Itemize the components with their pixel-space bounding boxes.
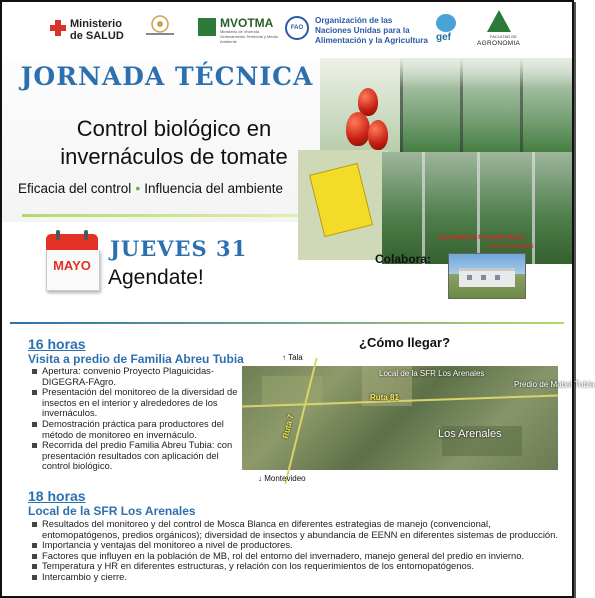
health-cross-icon <box>50 20 66 36</box>
logo-strip <box>2 2 572 58</box>
map-area-label: Los Arenales <box>438 428 502 440</box>
gef-globe-icon <box>436 14 456 32</box>
fao-emblem-icon: FAO <box>285 16 309 40</box>
tagline-separator: • <box>135 180 141 196</box>
list-item: Importancia y ventajas del monitoreo a nivel de productores. <box>30 540 560 551</box>
sfr-building-photo <box>448 253 526 299</box>
map-ruta7-label: Ruta 7 <box>280 413 296 440</box>
list-item: Intercambio y cierre. <box>30 572 560 583</box>
greenhouse-interior-photo <box>382 152 572 264</box>
collab-org-place: Los Arenales <box>488 242 534 250</box>
list-item: Demostración práctica para productores del método de monitoreo en invernáculo. <box>30 419 238 440</box>
green-divider <box>22 214 322 217</box>
agronomia-top: FACULTAD DE <box>490 34 517 39</box>
mvotma-name: MVOTMA <box>220 16 274 30</box>
list-item: Resultados del monitoreo y del control de Mosca Blanca en diferentes estrategias de manejo (convencional, entomopatógenos, predios orgánicos); diversidad de insectos y abundancia de EENN en diferentes sistemas de producción. <box>30 519 560 540</box>
calendar-icon <box>46 234 98 292</box>
mvotma-leaf-icon <box>198 18 216 36</box>
tagline-part2: Influencia del ambiente <box>144 181 284 196</box>
south-label: Montevideo <box>264 474 306 483</box>
list-item: Temperatura y HR en diferentes estructuras, y relación con los requerimientos de los entomopatógenos. <box>30 561 560 572</box>
map-predio-label: Predio de Mabel Tubía <box>514 380 595 389</box>
tagline-part1: Eficacia del control <box>18 181 132 196</box>
list-item: Recorrida del predio Familia Abreu Tubia: con presentación resultados con aplicación del control biológico. <box>30 440 238 472</box>
directions-title: ¿Cómo llegar? <box>359 335 451 350</box>
mvotma-subtitle: Ministerio de Vivienda Ordenamiento Territorial y Medio Ambiente <box>220 29 278 44</box>
ministerio-line2: de SALUD <box>70 30 124 42</box>
session2-place: Local de la SFR Los Arenales <box>28 504 196 518</box>
fao-name: Organización de las Naciones Unidas para la Alimentación y la Agricultura <box>315 16 428 45</box>
sticky-trap-photo <box>298 150 388 260</box>
satellite-map <box>242 366 595 470</box>
agronomia-triangle-icon <box>487 10 511 32</box>
list-item: Presentación del monitoreo de la diversidad de insectos en el interior y alrededores de los invernáculos. <box>30 387 238 419</box>
yellow-trap <box>309 163 373 237</box>
section-divider <box>10 322 564 324</box>
session2-time: 18 horas <box>28 488 86 504</box>
ministerio-line1: Ministerio <box>70 18 122 30</box>
calendar-month: MAYO <box>53 258 91 273</box>
session1-list <box>30 366 238 472</box>
list-item: Apertura: convenio Proyecto Plaguicidas-DIGEGRA-FAgro. <box>30 366 238 387</box>
north-label: Tala <box>288 353 303 362</box>
map-ruta81-label: Ruta 81 <box>370 393 399 402</box>
list-item: Factores que influyen en la población de MB, rol del entorno del invernadero, manejo general del predio en invierno. <box>30 551 560 562</box>
session2-list <box>30 519 560 583</box>
event-tagline <box>18 180 283 196</box>
north-arrow: ↑ Tala <box>282 353 303 362</box>
session1-time: 16 horas <box>28 336 86 352</box>
event-title: JORNADA TÉCNICA <box>20 62 314 91</box>
collab-label: Colabora: <box>375 252 432 266</box>
map-local-label: Local de la SFR Los Arenales <box>379 369 485 378</box>
presidency-seal-logo <box>142 14 178 38</box>
save-the-date: Agendate! <box>108 266 204 289</box>
agronomia-name: AGRONOMIA <box>477 40 521 47</box>
session1-place: Visita a predio de Familia Abreu Tubia <box>28 352 244 366</box>
gef-name: gef <box>436 32 451 43</box>
collab-org-name: Sociedad de Fomento Rural <box>438 234 524 241</box>
south-arrow: ↓ Montevideo <box>258 474 306 483</box>
event-subtitle-line1: Control biológico en <box>76 116 272 141</box>
event-subtitle-line2: invernáculos de tomate <box>60 144 288 169</box>
event-date: JUEVES 31 <box>110 236 248 261</box>
